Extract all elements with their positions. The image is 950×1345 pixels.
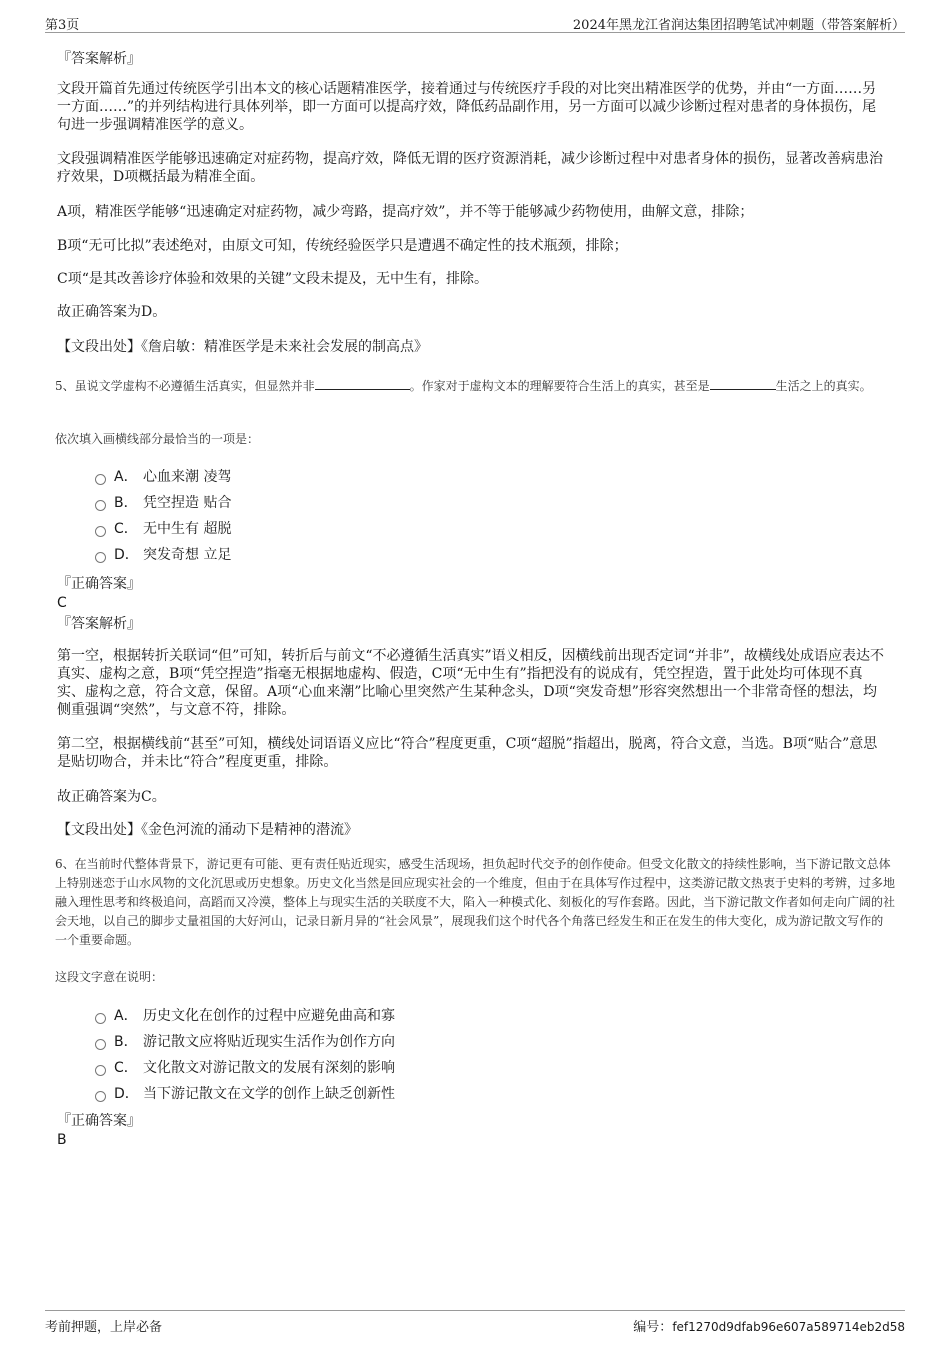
q4-analysis-paragraph-1: 文段开篇首先通过传统医学引出本文的核心话题精准医学，接着通过与传统医疗手段的对比突出精准医学的优势，并由“一方面……另一方面……”的并列结构进行具体列举，即一方面可以提高疗效，降低药品副作用，另一方面可以减少诊断过程对患者的身体损伤，尾句进一步强调精准医学的意义。 — [57, 81, 877, 133]
q4-source: 【文段出处】《詹启敏：精准医学是未来社会发展的制高点》 — [57, 339, 428, 355]
q6-option-b[interactable]: B． 游记散文应将贴近现实生活作为创作方向 — [95, 1031, 395, 1053]
q5-answer: C — [57, 595, 67, 611]
document-title: 2024年黑龙江省润达集团招聘笔试冲刺题（带答案解析） — [572, 18, 905, 33]
radio-icon[interactable] — [95, 552, 106, 563]
q5-prompt: 依次填入画横线部分最恰当的一项是： — [55, 432, 260, 446]
q6-option-a[interactable]: A． 历史文化在创作的过程中应避免曲高和寡 — [95, 1005, 395, 1027]
q6-option-d[interactable]: D． 当下游记散文在文学的创作上缺乏创新性 — [95, 1083, 395, 1105]
q5-option-d[interactable]: D． 突发奇想 立足 — [95, 544, 231, 566]
q6-answer: B — [57, 1132, 67, 1148]
q6-answer-label: 『正确答案』 — [57, 1113, 141, 1129]
q5-option-c[interactable]: C． 无中生有 超脱 — [95, 518, 231, 540]
q4-analysis-paragraph-3: A项，精准医学能够“迅速确定对症药物，减少弯路，提高疗效”，并不等于能够减少药物使用，曲解文意，排除； — [57, 204, 754, 220]
q4-analysis-label: 『答案解析』 — [57, 51, 141, 67]
radio-icon[interactable] — [95, 500, 106, 511]
q6-option-c[interactable]: C． 文化散文对游记散文的发展有深刻的影响 — [95, 1057, 395, 1079]
q4-analysis-paragraph-4: B项“无可比拟”表述绝对，由原文可知，传统经验医学只是遭遇不确定性的技术瓶颈，排除； — [57, 238, 628, 254]
radio-icon[interactable] — [95, 1065, 106, 1076]
radio-icon[interactable] — [95, 1039, 106, 1050]
page-number: 第3页 — [45, 18, 80, 33]
page-header — [45, 12, 905, 33]
document-code: 编号：fef1270d9dfab96e607a589714eb2d58 — [633, 1320, 905, 1335]
q6-prompt: 这段文字意在说明： — [55, 970, 164, 984]
q5-analysis-paragraph-1: 第一空，根据转折关联词“但”可知，转折后与前文“不必遵循生活真实”语义相反，因横线前出现否定词“并非”，故横线处成语应表达不真实、虚构之意，B项“凭空捏造”指毫无根据地虚构、假造，C项“无中生有”指把没有的说成有，凭空捏造，置于此处均可体现不真实、虚构之意，符合文意，保留。A项“心血来潮”比喻心里突然产生某种念头，D项“突发奇想”形容突然想出一个非常奇怪的想法，均侧重强调“突然”，与文意不符，排除。 — [57, 648, 884, 718]
q5-option-a[interactable]: A． 心血来潮 凌驾 — [95, 466, 231, 488]
q5-stem: 5、虽说文学虚构不必遵循生活真实，但显然并非 。作家对于虚构文本的理解要符合生活上的真实，甚至是 生活之上的真实。 — [55, 379, 872, 393]
footer-slogan: 考前押题，上岸必备 — [45, 1320, 163, 1335]
radio-icon[interactable] — [95, 474, 106, 485]
q5-option-b[interactable]: B． 凭空捏造 贴合 — [95, 492, 231, 514]
q6-stem: 6、在当前时代整体背景下，游记更有可能、更有责任贴近现实，感受生活现场，担负起时代交予的创作使命。但受文化散文的持续性影响，当下游记散文总体上特别迷恋于山水风物的文化沉思或历史想象。历史文化当然是回应现实社会的一个维度，但由于在具体写作过程中，这类游记散文热衷于史料的考辨，过多地融入理性思考和终极追问，高蹈而又冷漠，整体上与现实生活的关联度不大，陷入一种模式化、刻板化的写作套路。因此，当下游记散文作者如何走向广阔的社会天地，以自己的脚步丈量祖国的大好河山，记录日新月异的“社会风景”，展现我们这个时代各个角落已经发生和正在发生的伟大变化，成为游记散文写作的一个重要命题。 — [55, 857, 896, 947]
radio-icon[interactable] — [95, 526, 106, 537]
q5-conclusion: 故正确答案为C。 — [57, 789, 166, 805]
q4-analysis-paragraph-2: 文段强调精准医学能够迅速确定对症药物，提高疗效，降低无谓的医疗资源消耗，减少诊断过程中对患者身体的损伤，显著改善病患治疗效果，D项概括最为精准全面。 — [57, 151, 883, 185]
q5-blank-2 — [710, 377, 776, 390]
page-footer — [45, 1310, 905, 1335]
q4-conclusion: 故正确答案为D。 — [57, 304, 167, 320]
q5-source: 【文段出处】《金色河流的涌动下是精神的潜流》 — [57, 822, 358, 838]
q5-blank-1 — [315, 377, 410, 390]
radio-icon[interactable] — [95, 1013, 106, 1024]
q5-answer-label: 『正确答案』 — [57, 576, 141, 592]
radio-icon[interactable] — [95, 1091, 106, 1102]
q4-analysis-paragraph-5: C项“是其改善诊疗体验和效果的关键”文段未提及，无中生有，排除。 — [57, 271, 489, 287]
q5-analysis-paragraph-2: 第二空，根据横线前“甚至”可知，横线处词语语义应比“符合”程度更重，C项“超脱”指超出，脱离，符合文意，当选。B项“贴合”意思是贴切吻合，并未比“符合”程度更重，排除。 — [57, 736, 878, 770]
q5-analysis-label: 『答案解析』 — [57, 616, 141, 632]
